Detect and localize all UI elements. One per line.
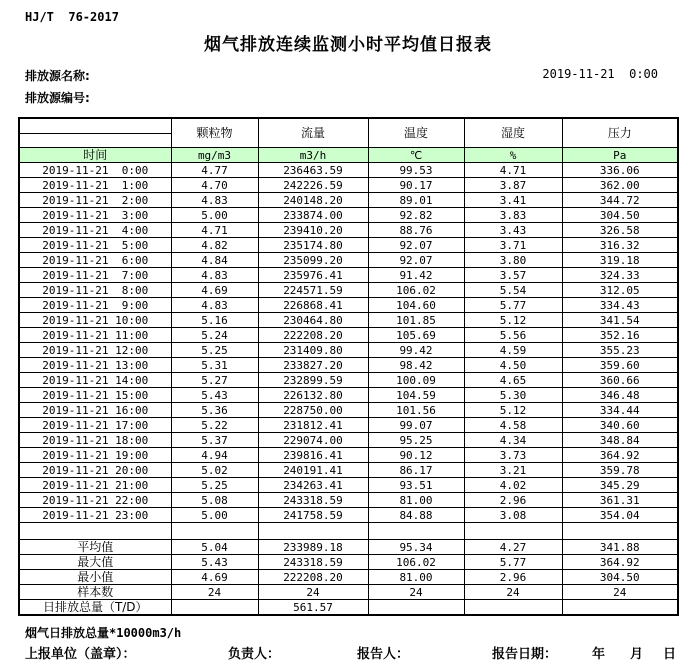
value-cell: 24 xyxy=(464,585,562,600)
value-cell: 304.50 xyxy=(562,208,678,223)
standard-code: HJ/T 76-2017 xyxy=(25,10,119,24)
time-cell: 2019-11-21 19:00 xyxy=(19,448,171,463)
time-cell: 2019-11-21 14:00 xyxy=(19,373,171,388)
value-cell: 4.34 xyxy=(464,433,562,448)
value-cell: 3.71 xyxy=(464,238,562,253)
spacer-cell xyxy=(19,523,171,540)
value-cell: 234263.41 xyxy=(258,478,368,493)
corner-cell-bottom xyxy=(19,134,171,148)
table-row xyxy=(19,313,678,328)
value-cell: 4.70 xyxy=(171,178,258,193)
value-cell: 341.88 xyxy=(562,540,678,555)
value-cell: 90.17 xyxy=(368,178,464,193)
time-cell: 2019-11-21 2:00 xyxy=(19,193,171,208)
value-cell: 241758.59 xyxy=(258,508,368,523)
value-cell xyxy=(258,523,368,540)
value-cell: 240191.41 xyxy=(258,463,368,478)
value-cell: 24 xyxy=(171,585,258,600)
value-cell: 359.60 xyxy=(562,358,678,373)
value-cell: 3.41 xyxy=(464,193,562,208)
value-cell: 222208.20 xyxy=(258,570,368,585)
time-cell: 2019-11-21 6:00 xyxy=(19,253,171,268)
time-cell: 2019-11-21 3:00 xyxy=(19,208,171,223)
value-cell: 5.08 xyxy=(171,493,258,508)
value-cell: 24 xyxy=(258,585,368,600)
value-cell: 81.00 xyxy=(368,570,464,585)
value-cell: 4.84 xyxy=(171,253,258,268)
time-cell: 2019-11-21 21:00 xyxy=(19,478,171,493)
spacer-row xyxy=(19,523,678,540)
value-cell: 348.84 xyxy=(562,433,678,448)
value-cell: 5.22 xyxy=(171,418,258,433)
table-row xyxy=(19,358,678,373)
value-cell: 355.23 xyxy=(562,343,678,358)
summary-label-cell: 样本数 xyxy=(19,585,171,600)
value-cell: 3.73 xyxy=(464,448,562,463)
value-cell: 104.60 xyxy=(368,298,464,313)
value-cell: 5.43 xyxy=(171,388,258,403)
time-cell: 2019-11-21 4:00 xyxy=(19,223,171,238)
time-cell: 2019-11-21 11:00 xyxy=(19,328,171,343)
time-cell: 2019-11-21 22:00 xyxy=(19,493,171,508)
summary-label-cell: 最小值 xyxy=(19,570,171,585)
value-cell: 235174.80 xyxy=(258,238,368,253)
value-cell: 5.00 xyxy=(171,508,258,523)
value-cell: 5.12 xyxy=(464,403,562,418)
value-cell: 229074.00 xyxy=(258,433,368,448)
value-cell xyxy=(171,523,258,540)
table-row xyxy=(19,238,678,253)
value-cell: 240148.20 xyxy=(258,193,368,208)
unit-row xyxy=(19,148,678,163)
value-cell: 230464.80 xyxy=(258,313,368,328)
time-cell: 2019-11-21 5:00 xyxy=(19,238,171,253)
value-cell: 231812.41 xyxy=(258,418,368,433)
summary-row xyxy=(19,540,678,555)
value-cell: 99.42 xyxy=(368,343,464,358)
time-cell: 2019-11-21 12:00 xyxy=(19,343,171,358)
value-cell: 84.88 xyxy=(368,508,464,523)
value-cell: 4.82 xyxy=(171,238,258,253)
table-row xyxy=(19,403,678,418)
table-row xyxy=(19,223,678,238)
table-row xyxy=(19,268,678,283)
value-cell: 243318.59 xyxy=(258,493,368,508)
unit-temperature: ℃ xyxy=(368,148,464,163)
value-cell: 231409.80 xyxy=(258,343,368,358)
year-label: 年 xyxy=(592,647,606,662)
time-cell: 2019-11-21 20:00 xyxy=(19,463,171,478)
value-cell: 98.42 xyxy=(368,358,464,373)
value-cell: 99.53 xyxy=(368,163,464,178)
value-cell: 90.12 xyxy=(368,448,464,463)
report-datetime: 2019-11-21 0:00 xyxy=(542,67,658,81)
value-cell: 232899.59 xyxy=(258,373,368,388)
value-cell: 324.33 xyxy=(562,268,678,283)
reporter-label: 报告人： xyxy=(357,647,410,662)
table-row xyxy=(19,298,678,313)
value-cell: 95.34 xyxy=(368,540,464,555)
value-cell: 24 xyxy=(562,585,678,600)
time-cell: 2019-11-21 18:00 xyxy=(19,433,171,448)
source-id-label: 排放源编号: xyxy=(25,91,90,105)
value-cell: 2.96 xyxy=(464,493,562,508)
value-cell: 364.92 xyxy=(562,555,678,570)
summary-row xyxy=(19,600,678,616)
table-row xyxy=(19,343,678,358)
value-cell: 2.96 xyxy=(464,570,562,585)
value-cell: 5.77 xyxy=(464,555,562,570)
value-cell: 360.66 xyxy=(562,373,678,388)
value-cell: 4.83 xyxy=(171,193,258,208)
value-cell: 344.72 xyxy=(562,193,678,208)
value-cell: 5.16 xyxy=(171,313,258,328)
value-cell: 226132.80 xyxy=(258,388,368,403)
summary-row xyxy=(19,585,678,600)
value-cell: 5.24 xyxy=(171,328,258,343)
value-cell: 3.83 xyxy=(464,208,562,223)
value-cell: 5.04 xyxy=(171,540,258,555)
table-row xyxy=(19,463,678,478)
value-cell: 235976.41 xyxy=(258,268,368,283)
table-row xyxy=(19,163,678,178)
time-cell: 2019-11-21 16:00 xyxy=(19,403,171,418)
value-cell: 312.05 xyxy=(562,283,678,298)
value-cell: 5.43 xyxy=(171,555,258,570)
value-cell: 352.16 xyxy=(562,328,678,343)
time-header: 时间 xyxy=(19,148,171,163)
value-cell: 239816.41 xyxy=(258,448,368,463)
time-cell: 2019-11-21 7:00 xyxy=(19,268,171,283)
value-cell: 5.37 xyxy=(171,433,258,448)
value-cell: 4.83 xyxy=(171,268,258,283)
time-cell: 2019-11-21 10:00 xyxy=(19,313,171,328)
table-row xyxy=(19,478,678,493)
value-cell: 334.43 xyxy=(562,298,678,313)
month-label: 月 xyxy=(630,647,644,662)
table-row xyxy=(19,193,678,208)
value-cell: 362.00 xyxy=(562,178,678,193)
value-cell: 81.00 xyxy=(368,493,464,508)
summary-label-cell: 日排放总量（T/D） xyxy=(19,600,171,616)
col-header-humidity: 湿度 xyxy=(464,118,562,148)
value-cell: 228750.00 xyxy=(258,403,368,418)
value-cell: 92.07 xyxy=(368,238,464,253)
source-name-label: 排放源名称: xyxy=(25,69,90,83)
value-cell: 5.27 xyxy=(171,373,258,388)
value-cell xyxy=(368,523,464,540)
value-cell: 5.54 xyxy=(464,283,562,298)
value-cell: 243318.59 xyxy=(258,555,368,570)
value-cell: 3.87 xyxy=(464,178,562,193)
summary-row xyxy=(19,555,678,570)
value-cell: 86.17 xyxy=(368,463,464,478)
value-cell: 3.57 xyxy=(464,268,562,283)
value-cell: 3.80 xyxy=(464,253,562,268)
unit-pm: mg/m3 xyxy=(171,148,258,163)
value-cell xyxy=(562,600,678,616)
value-cell: 336.06 xyxy=(562,163,678,178)
value-cell: 4.59 xyxy=(464,343,562,358)
value-cell: 4.77 xyxy=(171,163,258,178)
value-cell: 236463.59 xyxy=(258,163,368,178)
table-row xyxy=(19,508,678,523)
value-cell: 5.30 xyxy=(464,388,562,403)
value-cell: 326.58 xyxy=(562,223,678,238)
hourly-average-table xyxy=(18,117,679,616)
time-cell: 2019-11-21 1:00 xyxy=(19,178,171,193)
value-cell: 340.60 xyxy=(562,418,678,433)
value-cell: 4.65 xyxy=(464,373,562,388)
value-cell: 242226.59 xyxy=(258,178,368,193)
table-row xyxy=(19,448,678,463)
value-cell xyxy=(464,600,562,616)
value-cell: 88.76 xyxy=(368,223,464,238)
time-cell: 2019-11-21 15:00 xyxy=(19,388,171,403)
col-header-temperature: 温度 xyxy=(368,118,464,148)
report-date-label: 报告日期： xyxy=(492,647,558,662)
page-title: 烟气排放连续监测小时平均值日报表 xyxy=(204,35,492,55)
responsible-label: 负责人： xyxy=(228,647,281,662)
value-cell: 5.25 xyxy=(171,343,258,358)
value-cell: 222208.20 xyxy=(258,328,368,343)
unit-humidity: % xyxy=(464,148,562,163)
value-cell: 95.25 xyxy=(368,433,464,448)
value-cell: 316.32 xyxy=(562,238,678,253)
table-row xyxy=(19,373,678,388)
value-cell xyxy=(562,523,678,540)
table-row xyxy=(19,328,678,343)
header-row-top xyxy=(19,118,678,134)
summary-label-cell: 平均值 xyxy=(19,540,171,555)
corner-cell-top xyxy=(19,118,171,134)
value-cell: 101.85 xyxy=(368,313,464,328)
value-cell: 5.25 xyxy=(171,478,258,493)
value-cell: 5.12 xyxy=(464,313,562,328)
value-cell: 5.02 xyxy=(171,463,258,478)
value-cell: 4.50 xyxy=(464,358,562,373)
table-row xyxy=(19,493,678,508)
value-cell: 105.69 xyxy=(368,328,464,343)
value-cell: 4.94 xyxy=(171,448,258,463)
value-cell: 345.29 xyxy=(562,478,678,493)
value-cell: 4.69 xyxy=(171,570,258,585)
value-cell: 92.07 xyxy=(368,253,464,268)
value-cell: 233827.20 xyxy=(258,358,368,373)
time-cell: 2019-11-21 23:00 xyxy=(19,508,171,523)
value-cell: 4.69 xyxy=(171,283,258,298)
col-header-pressure: 压力 xyxy=(562,118,678,148)
unit-pressure: Pa xyxy=(562,148,678,163)
value-cell xyxy=(171,600,258,616)
value-cell: 233874.00 xyxy=(258,208,368,223)
value-cell: 4.27 xyxy=(464,540,562,555)
summary-label-cell: 最大值 xyxy=(19,555,171,570)
table-row xyxy=(19,433,678,448)
value-cell: 561.57 xyxy=(258,600,368,616)
value-cell: 89.01 xyxy=(368,193,464,208)
time-cell: 2019-11-21 0:00 xyxy=(19,163,171,178)
value-cell xyxy=(368,600,464,616)
table-row xyxy=(19,253,678,268)
value-cell: 93.51 xyxy=(368,478,464,493)
value-cell: 304.50 xyxy=(562,570,678,585)
value-cell: 92.82 xyxy=(368,208,464,223)
value-cell: 346.48 xyxy=(562,388,678,403)
value-cell: 354.04 xyxy=(562,508,678,523)
value-cell: 5.00 xyxy=(171,208,258,223)
value-cell: 3.21 xyxy=(464,463,562,478)
table-row xyxy=(19,178,678,193)
table-row xyxy=(19,418,678,433)
value-cell: 5.31 xyxy=(171,358,258,373)
value-cell: 4.71 xyxy=(464,163,562,178)
value-cell: 104.59 xyxy=(368,388,464,403)
value-cell xyxy=(464,523,562,540)
table-row xyxy=(19,208,678,223)
value-cell: 226868.41 xyxy=(258,298,368,313)
value-cell: 101.56 xyxy=(368,403,464,418)
time-cell: 2019-11-21 8:00 xyxy=(19,283,171,298)
value-cell: 24 xyxy=(368,585,464,600)
value-cell: 5.36 xyxy=(171,403,258,418)
value-cell: 3.08 xyxy=(464,508,562,523)
summary-row xyxy=(19,570,678,585)
value-cell: 106.02 xyxy=(368,283,464,298)
total-unit-note: 烟气日排放总量*10000m3/h xyxy=(25,626,182,640)
value-cell: 5.77 xyxy=(464,298,562,313)
value-cell: 91.42 xyxy=(368,268,464,283)
value-cell: 361.31 xyxy=(562,493,678,508)
day-label: 日 xyxy=(663,647,677,662)
time-cell: 2019-11-21 13:00 xyxy=(19,358,171,373)
col-header-flow: 流量 xyxy=(258,118,368,148)
value-cell: 359.78 xyxy=(562,463,678,478)
value-cell: 5.56 xyxy=(464,328,562,343)
table-row xyxy=(19,283,678,298)
value-cell: 106.02 xyxy=(368,555,464,570)
value-cell: 3.43 xyxy=(464,223,562,238)
value-cell: 235099.20 xyxy=(258,253,368,268)
time-cell: 2019-11-21 9:00 xyxy=(19,298,171,313)
value-cell: 341.54 xyxy=(562,313,678,328)
report-unit-label: 上报单位（盖章）： xyxy=(25,647,136,662)
value-cell: 224571.59 xyxy=(258,283,368,298)
value-cell: 4.02 xyxy=(464,478,562,493)
value-cell: 99.07 xyxy=(368,418,464,433)
value-cell: 233989.18 xyxy=(258,540,368,555)
value-cell: 334.44 xyxy=(562,403,678,418)
col-header-pm: 颗粒物 xyxy=(171,118,258,148)
value-cell: 364.92 xyxy=(562,448,678,463)
value-cell: 319.18 xyxy=(562,253,678,268)
unit-flow: m3/h xyxy=(258,148,368,163)
time-cell: 2019-11-21 17:00 xyxy=(19,418,171,433)
value-cell: 100.09 xyxy=(368,373,464,388)
table-row xyxy=(19,388,678,403)
value-cell: 4.71 xyxy=(171,223,258,238)
value-cell: 4.83 xyxy=(171,298,258,313)
value-cell: 239410.20 xyxy=(258,223,368,238)
value-cell: 4.58 xyxy=(464,418,562,433)
